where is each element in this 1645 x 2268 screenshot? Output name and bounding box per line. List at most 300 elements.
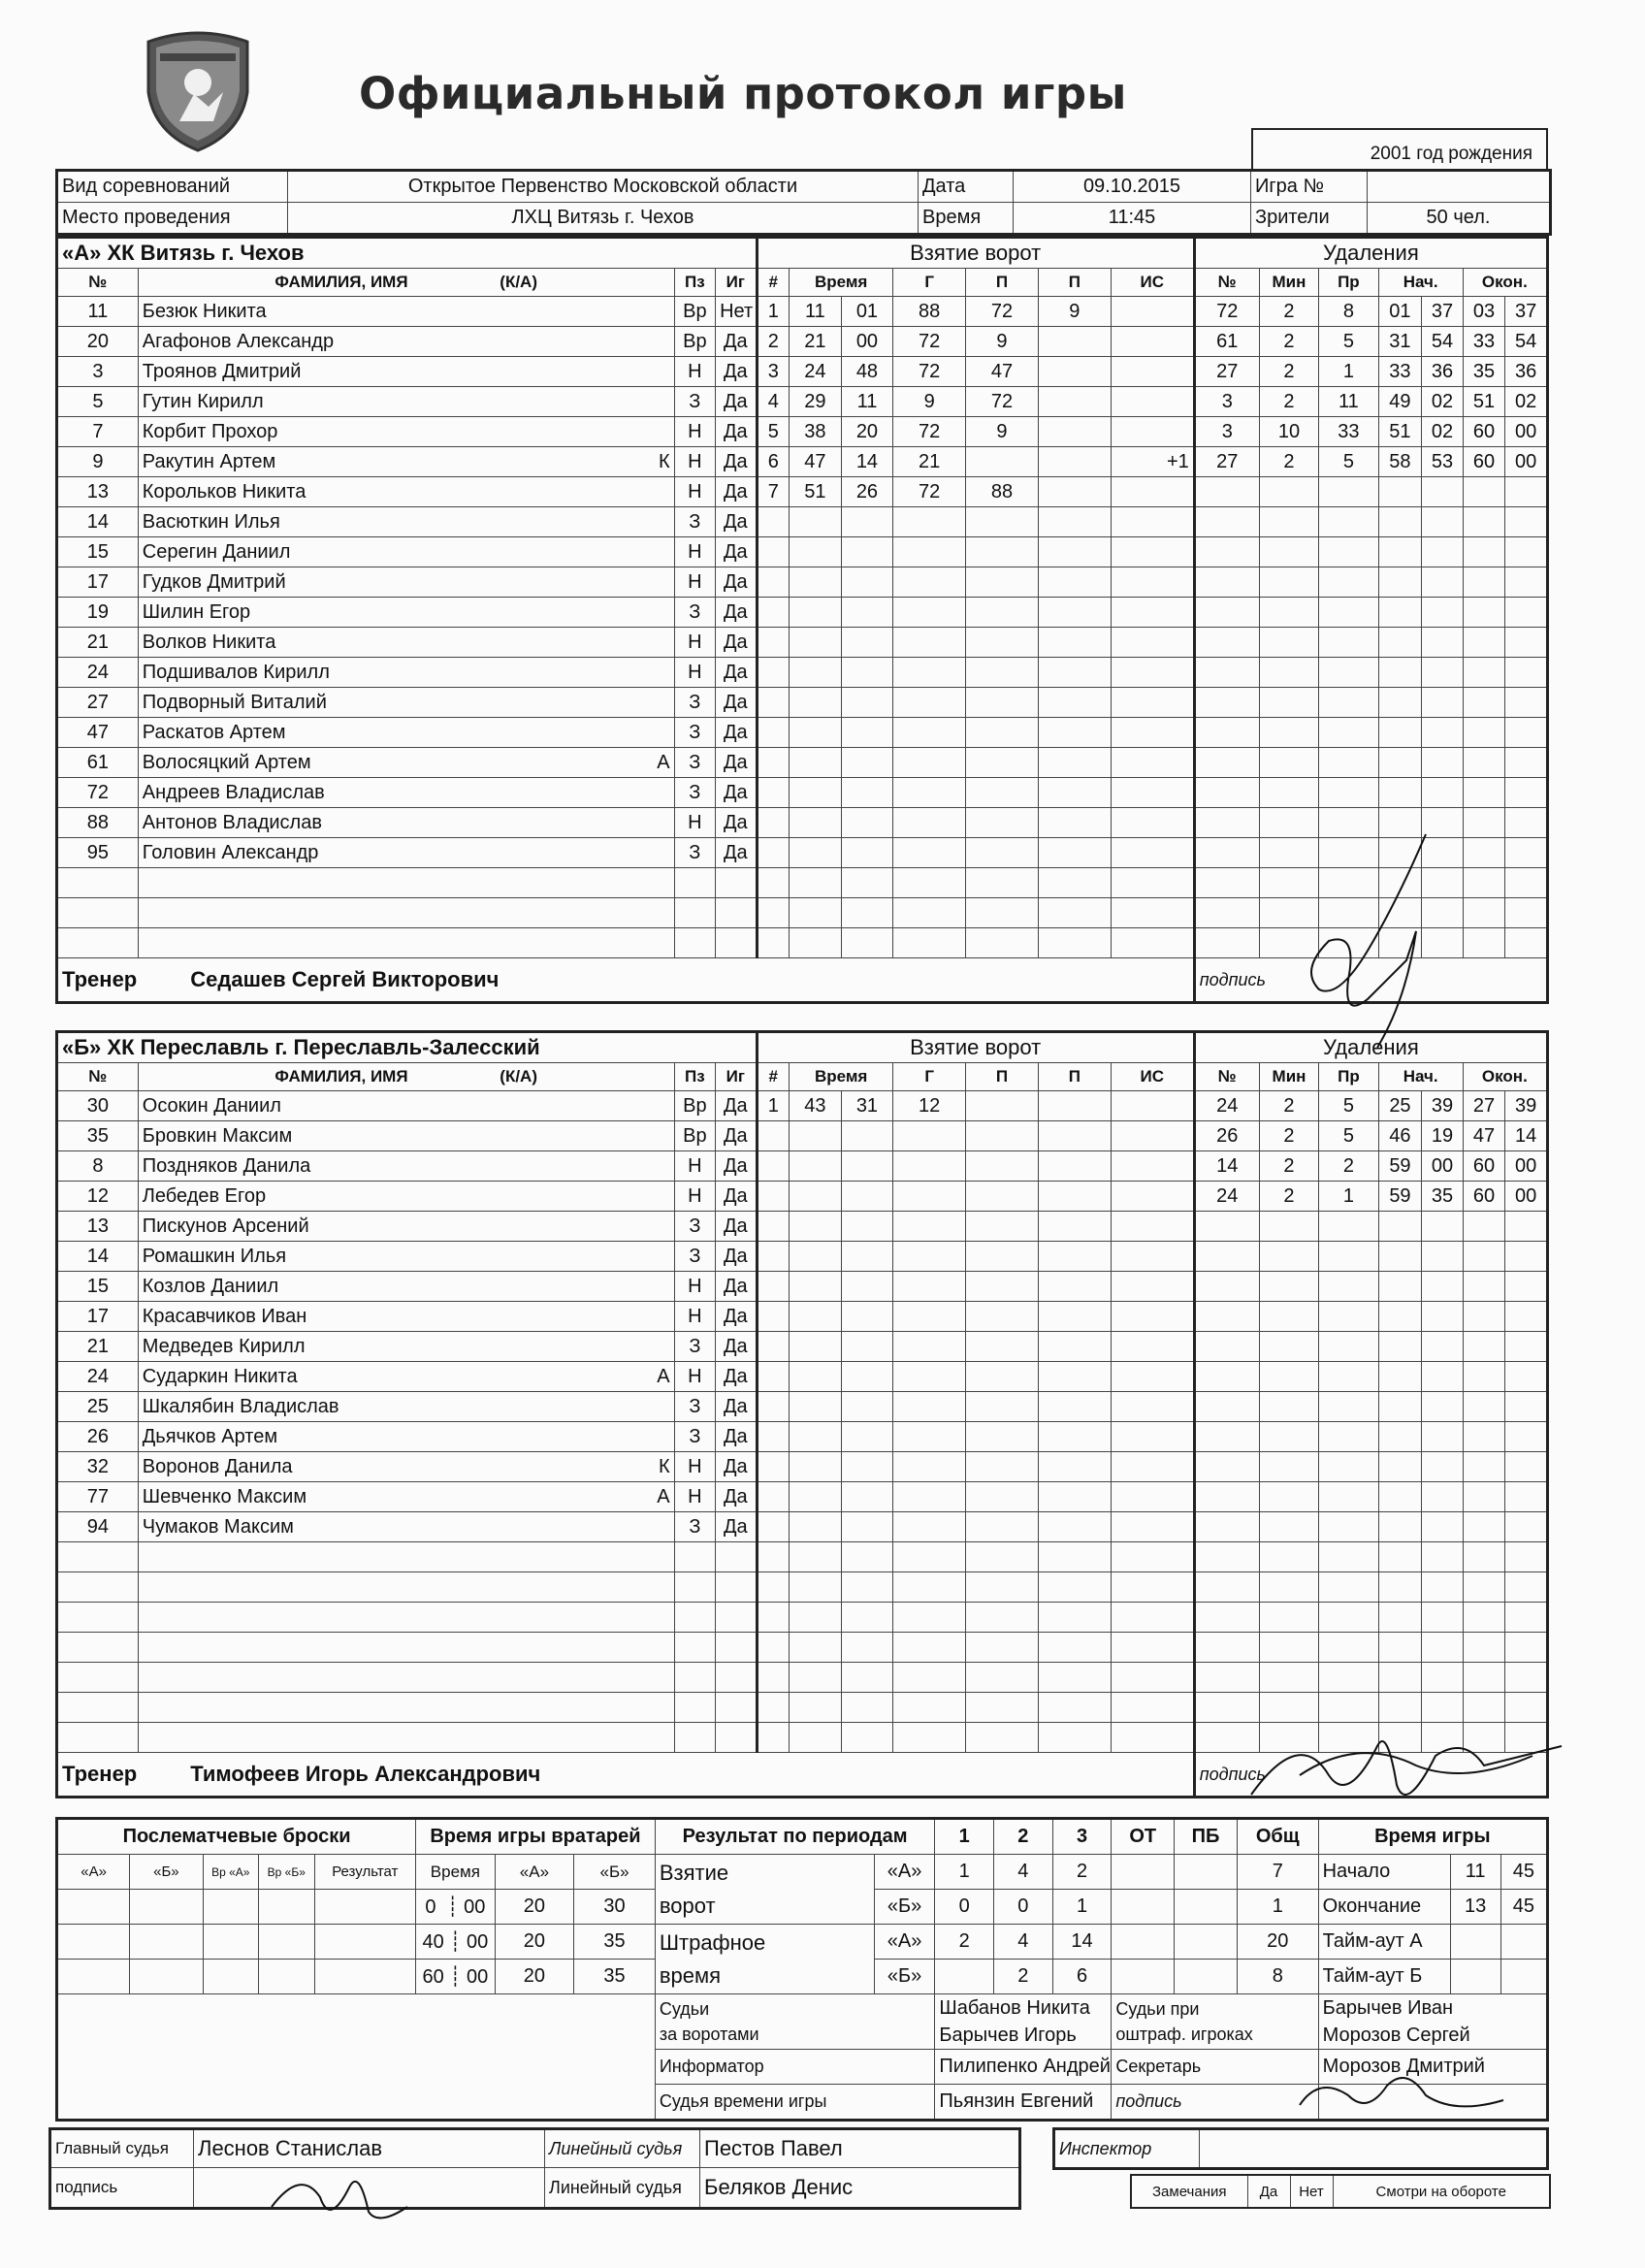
player-row xyxy=(57,658,1548,688)
player-number: 17 xyxy=(57,1302,139,1332)
goal-assist-1 xyxy=(966,658,1039,688)
player-played: Да xyxy=(716,1452,757,1482)
penalty-start-min xyxy=(1378,1512,1422,1542)
start-hour: 11 xyxy=(1450,1855,1500,1890)
secretary-signature xyxy=(1290,2057,1513,2134)
goal-assist-1: 9 xyxy=(966,327,1039,357)
player-name: Волков Никита xyxy=(142,631,276,653)
venue-value: ЛХЦ Витязь г. Чехов xyxy=(288,203,919,235)
goal-assist-1 xyxy=(966,808,1039,838)
player-number xyxy=(57,928,139,958)
goal-second xyxy=(841,808,893,838)
penalty-minutes xyxy=(1259,477,1318,507)
goal-index xyxy=(757,1512,790,1542)
penalty-reason xyxy=(1319,1542,1378,1572)
goal-second xyxy=(841,598,893,628)
goal-assist-2 xyxy=(1038,1182,1111,1212)
player-number: 8 xyxy=(57,1151,139,1182)
player-row xyxy=(57,1663,1548,1693)
penalty-start-min xyxy=(1378,567,1422,598)
player-played: Да xyxy=(716,1332,757,1362)
goal-assist-2 xyxy=(1038,1603,1111,1633)
player-position xyxy=(674,1542,715,1572)
goal-situation xyxy=(1111,1572,1194,1603)
goal-scorer: 21 xyxy=(893,447,966,477)
penalty-start-min: 58 xyxy=(1378,447,1422,477)
player-position: З xyxy=(674,387,715,417)
player-number xyxy=(57,1633,139,1663)
goal-minute xyxy=(790,1422,842,1452)
gk-row-1-b: 30 xyxy=(574,1890,656,1925)
penalty-player xyxy=(1194,688,1259,718)
penalty-end-sec: 36 xyxy=(1505,357,1548,387)
player-number: 3 xyxy=(57,357,139,387)
goal-assist-1 xyxy=(966,928,1039,958)
col-ka: (К/А) xyxy=(500,273,537,291)
penalty-end-min xyxy=(1463,1242,1505,1272)
penalty-player xyxy=(1194,1392,1259,1422)
penalty-start-sec xyxy=(1422,1422,1463,1452)
goals-team-b: «Б» xyxy=(874,1890,935,1925)
goal-index xyxy=(757,898,790,928)
goal-second xyxy=(841,1512,893,1542)
goals-b-pb xyxy=(1175,1890,1238,1925)
goal-second xyxy=(841,1121,893,1151)
penalty-start-min xyxy=(1378,598,1422,628)
goal-minute xyxy=(790,1212,842,1242)
player-name-cell xyxy=(138,1693,674,1723)
col-pen-min: Мин xyxy=(1259,269,1318,297)
penalty-minutes xyxy=(1259,1242,1318,1272)
player-position: Н xyxy=(674,1482,715,1512)
goal-assist-2 xyxy=(1038,477,1111,507)
goal-index: 1 xyxy=(757,1091,790,1121)
player-name-cell xyxy=(138,537,674,567)
goal-index: 6 xyxy=(757,447,790,477)
player-position: З xyxy=(674,838,715,868)
coach-a-signature xyxy=(1280,825,1474,1057)
player-row xyxy=(57,1121,1548,1151)
penalty-start-min xyxy=(1378,778,1422,808)
penalty-start-min xyxy=(1378,1603,1422,1633)
player-row xyxy=(57,537,1548,567)
penalty-reason xyxy=(1319,1332,1378,1362)
penalty-start-min xyxy=(1378,1633,1422,1663)
penalty-player: 14 xyxy=(1194,1151,1259,1182)
player-name-cell xyxy=(138,1091,674,1121)
player-played: Да xyxy=(716,748,757,778)
player-row xyxy=(57,297,1548,327)
goal-index xyxy=(757,1452,790,1482)
penalty-end-sec xyxy=(1505,1332,1548,1362)
player-position: З xyxy=(674,718,715,748)
goal-second xyxy=(841,1151,893,1182)
coach-name: Тимофеев Игорь Александрович xyxy=(190,1762,541,1786)
penalty-minutes xyxy=(1259,1452,1318,1482)
penalty-player xyxy=(1194,748,1259,778)
goal-situation xyxy=(1111,1542,1194,1572)
goals-label xyxy=(655,1855,874,1925)
goal-assist-2 xyxy=(1038,1212,1111,1242)
penalty-reason xyxy=(1319,658,1378,688)
penalty-player xyxy=(1194,1603,1259,1633)
penalty-end-sec xyxy=(1505,1542,1548,1572)
goal-assist-1 xyxy=(966,898,1039,928)
pim-a-total: 20 xyxy=(1237,1925,1318,1960)
goal-assist-1 xyxy=(966,567,1039,598)
penalty-player: 24 xyxy=(1194,1091,1259,1121)
goal-second xyxy=(841,778,893,808)
goal-assist-2 xyxy=(1038,1633,1111,1663)
goal-scorer: 72 xyxy=(893,327,966,357)
player-position: З xyxy=(674,1422,715,1452)
officials-table xyxy=(48,2127,1021,2210)
spectators-label: Зрители xyxy=(1251,203,1368,235)
player-number: 7 xyxy=(57,417,139,447)
penalty-start-min xyxy=(1378,658,1422,688)
goal-minute xyxy=(790,1693,842,1723)
player-name-cell xyxy=(138,598,674,628)
player-row xyxy=(57,688,1548,718)
goal-scorer xyxy=(893,1663,966,1693)
goal-assist-2 xyxy=(1038,868,1111,898)
goal-minute: 47 xyxy=(790,447,842,477)
penalty-end-sec xyxy=(1505,1572,1548,1603)
goal-index: 1 xyxy=(757,297,790,327)
goal-scorer xyxy=(893,778,966,808)
remarks-label: Замечания xyxy=(1131,2175,1247,2208)
penalty-minutes xyxy=(1259,1603,1318,1633)
penalty-end-min xyxy=(1463,1663,1505,1693)
player-name: Андреев Владислав xyxy=(142,781,325,803)
penalty-end-min xyxy=(1463,718,1505,748)
goal-index xyxy=(757,567,790,598)
player-number: 19 xyxy=(57,598,139,628)
goals-b-total: 1 xyxy=(1237,1890,1318,1925)
goal-scorer xyxy=(893,748,966,778)
goal-index xyxy=(757,1151,790,1182)
player-name: Шкалябин Владислав xyxy=(142,1395,339,1417)
start-minute: 45 xyxy=(1500,1855,1547,1890)
timeout-a-label: Тайм-аут А xyxy=(1318,1925,1450,1960)
col-goal-p2: П xyxy=(1038,269,1111,297)
goal-index xyxy=(757,1663,790,1693)
goal-judges-label-1: Судьи xyxy=(659,1999,710,2019)
goal-scorer xyxy=(893,598,966,628)
player-row xyxy=(57,1091,1548,1121)
player-name: Ромашкин Илья xyxy=(142,1245,287,1267)
goal-assist-1 xyxy=(966,1392,1039,1422)
timekeeper-label: Судья времени игры xyxy=(655,2085,935,2121)
goal-index xyxy=(757,1121,790,1151)
goal-index xyxy=(757,808,790,838)
player-played: Да xyxy=(716,628,757,658)
player-name-cell xyxy=(138,778,674,808)
player-position: З xyxy=(674,688,715,718)
goal-situation xyxy=(1111,1091,1194,1121)
penalty-reason: 5 xyxy=(1319,1091,1378,1121)
penalty-reason xyxy=(1319,628,1378,658)
goal-index xyxy=(757,1332,790,1362)
player-row xyxy=(57,1633,1548,1663)
player-captain-mark: А xyxy=(657,1365,670,1387)
player-name: Дьячков Артем xyxy=(142,1425,278,1447)
col-pen-end: Окон. xyxy=(1463,269,1547,297)
player-row xyxy=(57,1182,1548,1212)
goal-second xyxy=(841,1723,893,1753)
penalty-reason xyxy=(1319,778,1378,808)
goal-situation xyxy=(1111,327,1194,357)
penalty-start-min: 33 xyxy=(1378,357,1422,387)
player-number xyxy=(57,1693,139,1723)
penalty-end-min xyxy=(1463,1452,1505,1482)
penalty-player xyxy=(1194,808,1259,838)
goal-second xyxy=(841,1663,893,1693)
player-position: Вр xyxy=(674,1121,715,1151)
player-played: Да xyxy=(716,1392,757,1422)
goal-scorer xyxy=(893,1302,966,1332)
col-goal-g: Г xyxy=(893,1063,966,1091)
goal-situation xyxy=(1111,357,1194,387)
col-goal-p1: П xyxy=(966,269,1039,297)
goal-minute xyxy=(790,808,842,838)
penalty-player xyxy=(1194,778,1259,808)
goal-minute xyxy=(790,928,842,958)
linesman-2-label: Линейный судья xyxy=(545,2168,700,2209)
player-number: 88 xyxy=(57,808,139,838)
player-name-cell xyxy=(138,1663,674,1693)
goal-scorer xyxy=(893,1362,966,1392)
player-name-cell xyxy=(138,1151,674,1182)
goal-assist-2 xyxy=(1038,1091,1111,1121)
remarks-yes[interactable]: Да xyxy=(1247,2175,1290,2208)
player-row xyxy=(57,1332,1548,1362)
player-position: Вр xyxy=(674,327,715,357)
goal-situation xyxy=(1111,1603,1194,1633)
goal-second xyxy=(841,658,893,688)
goal-second xyxy=(841,1572,893,1603)
goal-second xyxy=(841,1693,893,1723)
penalty-reason xyxy=(1319,1633,1378,1663)
player-position: З xyxy=(674,1212,715,1242)
goal-situation: +1 xyxy=(1111,447,1194,477)
penalty-end-min xyxy=(1463,1572,1505,1603)
goal-index: 5 xyxy=(757,417,790,447)
goal-scorer xyxy=(893,1542,966,1572)
penalty-start-sec: 36 xyxy=(1422,357,1463,387)
col-name-label: ФАМИЛИЯ, ИМЯ xyxy=(274,273,408,291)
venue-label: Место проведения xyxy=(57,203,288,235)
penalty-end-sec xyxy=(1505,537,1548,567)
player-row xyxy=(57,598,1548,628)
penalty-start-sec xyxy=(1422,507,1463,537)
player-name-cell xyxy=(138,928,674,958)
goal-assist-1 xyxy=(966,1182,1039,1212)
goal-assist-1 xyxy=(966,447,1039,477)
penalty-start-sec xyxy=(1422,1272,1463,1302)
goal-index xyxy=(757,537,790,567)
player-name-cell xyxy=(138,1212,674,1242)
player-position: З xyxy=(674,778,715,808)
goal-minute xyxy=(790,507,842,537)
penalty-start-sec xyxy=(1422,778,1463,808)
penalty-start-sec xyxy=(1422,658,1463,688)
penalty-minutes: 10 xyxy=(1259,417,1318,447)
player-name-cell xyxy=(138,1332,674,1362)
player-position xyxy=(674,928,715,958)
penalty-minutes xyxy=(1259,1302,1318,1332)
goal-assist-1 xyxy=(966,718,1039,748)
goal-minute: 21 xyxy=(790,327,842,357)
goal-assist-2 xyxy=(1038,387,1111,417)
goal-assist-2 xyxy=(1038,718,1111,748)
penalty-end-sec xyxy=(1505,1663,1548,1693)
timekeeper: Пьянзин Евгений xyxy=(935,2085,1112,2121)
player-name-cell xyxy=(138,1633,674,1663)
penalty-reason xyxy=(1319,688,1378,718)
penalty-reason: 2 xyxy=(1319,1151,1378,1182)
goal-judge-2: Барычев Игорь xyxy=(939,2025,1077,2046)
goals-b-ot xyxy=(1112,1890,1175,1925)
penalty-player xyxy=(1194,1542,1259,1572)
player-row xyxy=(57,387,1548,417)
goal-assist-2 xyxy=(1038,1422,1111,1452)
goal-assist-1 xyxy=(966,1151,1039,1182)
player-number: 27 xyxy=(57,688,139,718)
penalty-start-sec: 02 xyxy=(1422,417,1463,447)
penalty-reason xyxy=(1319,1362,1378,1392)
player-row xyxy=(57,1151,1548,1182)
penalty-start-min xyxy=(1378,1452,1422,1482)
player-number: 24 xyxy=(57,658,139,688)
penalty-reason xyxy=(1319,1572,1378,1603)
penalty-start-sec xyxy=(1422,1332,1463,1362)
goal-second xyxy=(841,838,893,868)
player-played: Нет xyxy=(716,297,757,327)
penalty-end-sec: 54 xyxy=(1505,327,1548,357)
gk-col-b: «Б» xyxy=(574,1855,656,1890)
player-position: Н xyxy=(674,477,715,507)
player-row xyxy=(57,628,1548,658)
player-number: 11 xyxy=(57,297,139,327)
goal-second xyxy=(841,1542,893,1572)
player-position: Н xyxy=(674,1151,715,1182)
player-row xyxy=(57,1422,1548,1452)
goal-minute xyxy=(790,1452,842,1482)
penalty-player xyxy=(1194,928,1259,958)
player-number: 13 xyxy=(57,477,139,507)
goals-team-a: «А» xyxy=(874,1855,935,1890)
player-name-cell xyxy=(138,1121,674,1151)
goal-assist-2 xyxy=(1038,357,1111,387)
penalty-end-sec xyxy=(1505,1362,1548,1392)
remarks-no[interactable]: Нет xyxy=(1290,2175,1333,2208)
penalty-reason: 5 xyxy=(1319,327,1378,357)
player-row xyxy=(57,327,1548,357)
gk-row-3-a: 20 xyxy=(495,1960,574,1994)
player-number: 94 xyxy=(57,1512,139,1542)
penalty-start-min: 01 xyxy=(1378,297,1422,327)
coach-name: Седашев Сергей Викторович xyxy=(190,967,500,991)
player-position: Н xyxy=(674,628,715,658)
penalty-reason xyxy=(1319,1422,1378,1452)
penalty-minutes: 2 xyxy=(1259,387,1318,417)
player-name: Корольков Никита xyxy=(142,480,306,502)
goal-minute: 11 xyxy=(790,297,842,327)
player-name: Корбит Прохор xyxy=(142,420,278,442)
player-name-cell xyxy=(138,1512,674,1542)
penalty-reason xyxy=(1319,1663,1378,1693)
penalty-minutes xyxy=(1259,778,1318,808)
goal-assist-1: 72 xyxy=(966,387,1039,417)
player-position: Н xyxy=(674,417,715,447)
penalty-end-sec xyxy=(1505,1242,1548,1272)
penalty-start-sec xyxy=(1422,1663,1463,1693)
goal-judges xyxy=(935,1994,1112,2050)
penalty-player xyxy=(1194,1242,1259,1272)
goal-assist-1 xyxy=(966,507,1039,537)
goal-minute xyxy=(790,718,842,748)
penalty-end-sec xyxy=(1505,718,1548,748)
player-number xyxy=(57,1663,139,1693)
penalty-start-sec xyxy=(1422,1572,1463,1603)
penalty-end-min xyxy=(1463,598,1505,628)
pim-b-total: 8 xyxy=(1237,1960,1318,1994)
goal-assist-1: 88 xyxy=(966,477,1039,507)
player-played: Да xyxy=(716,1512,757,1542)
goals-a-p2: 4 xyxy=(994,1855,1053,1890)
penalty-end-min xyxy=(1463,1272,1505,1302)
inspector-label: Инспектор xyxy=(1054,2129,1200,2169)
player-name-cell xyxy=(138,1242,674,1272)
goal-minute xyxy=(790,1392,842,1422)
col-played: Иг xyxy=(716,1063,757,1091)
goal-assist-2 xyxy=(1038,1693,1111,1723)
start-label: Начало xyxy=(1318,1855,1450,1890)
linesman-1-label: Линейный судья xyxy=(545,2129,700,2168)
secretary-signature-label: подпись xyxy=(1112,2085,1318,2121)
goal-assist-1 xyxy=(966,1603,1039,1633)
col-num: № xyxy=(57,1063,139,1091)
goal-minute xyxy=(790,598,842,628)
penalty-end-sec xyxy=(1505,1633,1548,1663)
col-goal-is: ИС xyxy=(1111,269,1194,297)
penalty-minutes xyxy=(1259,1392,1318,1422)
penalty-end-min xyxy=(1463,1512,1505,1542)
col-num: № xyxy=(57,269,139,297)
penalty-end-min xyxy=(1463,1633,1505,1663)
penalty-end-sec xyxy=(1505,1392,1548,1422)
pim-b-p3: 6 xyxy=(1052,1960,1112,1994)
player-row xyxy=(57,567,1548,598)
player-number: 9 xyxy=(57,447,139,477)
player-name-cell xyxy=(138,1422,674,1452)
goal-second xyxy=(841,898,893,928)
goal-scorer xyxy=(893,1332,966,1362)
goal-situation xyxy=(1111,808,1194,838)
goal-assist-2 xyxy=(1038,1663,1111,1693)
penalty-start-min: 31 xyxy=(1378,327,1422,357)
player-name-cell xyxy=(138,838,674,868)
player-number: 25 xyxy=(57,1392,139,1422)
penalty-reason: 5 xyxy=(1319,447,1378,477)
penalty-end-sec xyxy=(1505,838,1548,868)
col-goal-is: ИС xyxy=(1111,1063,1194,1091)
penalty-end-sec xyxy=(1505,1302,1548,1332)
goal-index xyxy=(757,1182,790,1212)
goal-minute xyxy=(790,1663,842,1693)
player-number xyxy=(57,868,139,898)
